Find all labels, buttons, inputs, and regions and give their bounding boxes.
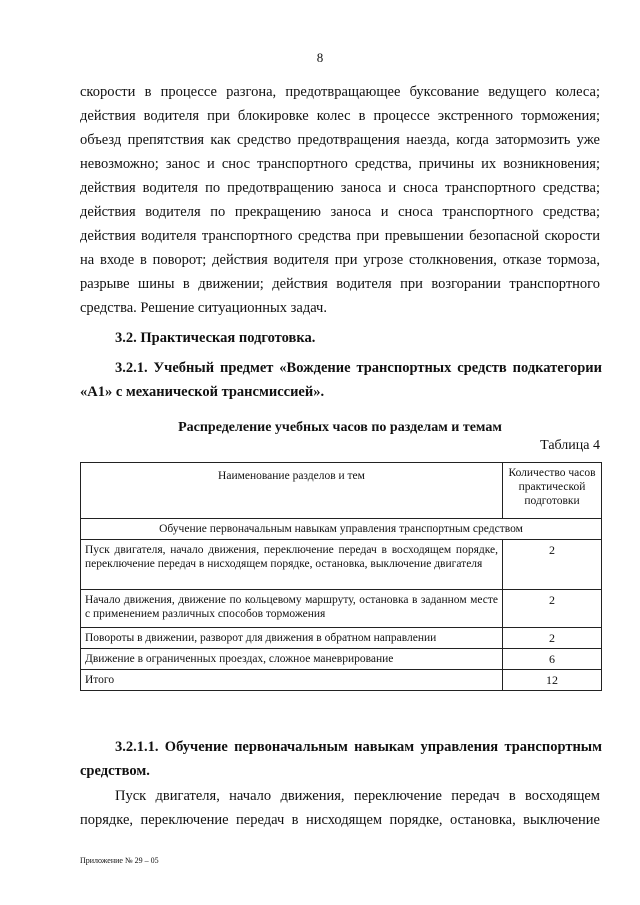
- topic-name: Повороты в движении, разворот для движения в обратном направлении: [81, 628, 503, 649]
- intro-line: средства. Решение ситуационных задач.: [80, 300, 327, 316]
- footer-note: Приложение № 29 – 05: [80, 856, 159, 865]
- topic-hours: 2: [503, 628, 602, 649]
- intro-line: объезд препятствия как средство предотвращения наезда, когда затормозить уже: [80, 132, 600, 148]
- heading-3-2-1-1-line2: средством.: [80, 763, 150, 779]
- topic-name: Пуск двигателя, начало движения, переключение передач в восходящем порядке, переключение передач в нисходящем порядке, остановка, выключение двигателя: [81, 540, 503, 590]
- header-name: Наименование разделов и тем: [81, 463, 503, 519]
- table-row: [81, 649, 602, 670]
- section-title: Обучение первоначальным навыкам управления транспортным средством: [81, 519, 602, 540]
- heading-3-2-1-1-line1: 3.2.1.1. Обучение первоначальным навыкам управления транспортным: [115, 739, 602, 755]
- subsection-paragraph: [80, 784, 600, 832]
- heading-3-2-1: [80, 356, 602, 404]
- heading-3-2: 3.2. Практическая подготовка.: [115, 330, 316, 346]
- subsection-line: порядке, переключение передач в нисходящем порядке, остановка, выключение: [80, 812, 600, 828]
- intro-line: невозможно; занос и снос транспортного средства, причины их возникновения;: [80, 156, 600, 172]
- heading-3-2-1-1: [80, 735, 602, 783]
- topic-hours: 2: [503, 540, 602, 590]
- topic-hours: 2: [503, 590, 602, 628]
- topic-name: Начало движения, движение по кольцевому маршруту, остановка в заданном месте с применением различных способов торможения: [81, 590, 503, 628]
- intro-line: на входе в поворот; действия водителя при угрозе столкновения, отказе тормоза,: [80, 252, 600, 268]
- page-number: 8: [316, 50, 324, 65]
- table-section-row: [81, 519, 602, 540]
- header-hours: Количество часов практической подготовки: [503, 463, 602, 519]
- table-row: [81, 540, 602, 590]
- table-title: Распределение учебных часов по разделам и темам: [178, 420, 502, 435]
- topic-hours: 6: [503, 649, 602, 670]
- table-row: [81, 628, 602, 649]
- total-hours: 12: [503, 670, 602, 691]
- heading-3-2-1-line2: «А1» с механической трансмиссией».: [80, 384, 325, 400]
- table-header-row: [81, 463, 602, 519]
- heading-3-2-1-line1: 3.2.1. Учебный предмет «Вождение транспортных средств подкатегории: [115, 360, 602, 376]
- total-label: Итого: [81, 670, 503, 691]
- intro-line: действия водителя по предотвращению заноса и сноса транспортного средства;: [80, 180, 600, 196]
- table-total-row: [81, 670, 602, 691]
- intro-line: действия водителя по прекращению заноса и сноса транспортного средства;: [80, 204, 600, 220]
- intro-paragraph: [80, 80, 600, 320]
- intro-line: действия водителя при блокировке колес в процессе экстренного торможения;: [80, 108, 600, 124]
- table-label: Таблица 4: [540, 438, 600, 453]
- intro-line: разрыве шины в движении; действия водителя при возгорании транспортного: [80, 276, 600, 292]
- subsection-line: Пуск двигателя, начало движения, переключение передач в восходящем: [115, 788, 600, 804]
- hours-table: [80, 462, 602, 691]
- intro-line: скорости в процессе разгона, предотвращающее буксование ведущего колеса;: [80, 84, 600, 100]
- intro-line: действия водителя транспортного средства при превышении безопасной скорости: [80, 228, 600, 244]
- topic-name: Движение в ограниченных проездах, сложное маневрирование: [81, 649, 503, 670]
- table-row: [81, 590, 602, 628]
